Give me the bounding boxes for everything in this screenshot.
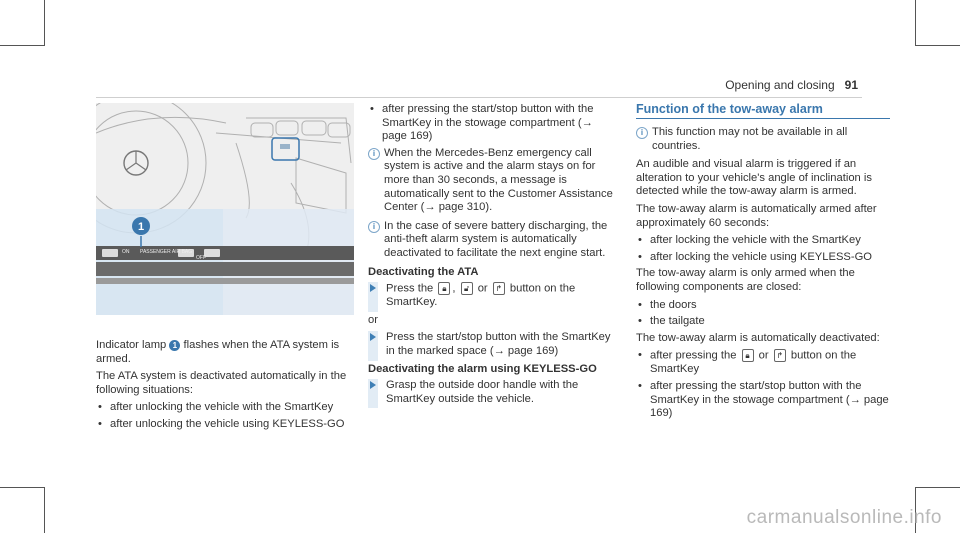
left-column [96,339,354,435]
list-item: • after unlocking the vehicle using KEYLESS-GO [96,418,354,432]
heading-deactivating-ata: Deactivating the ATA [368,265,479,278]
crop-mark [915,487,960,488]
arrow-icon [370,381,376,389]
list-item: • the tailgate [636,315,890,329]
panel-label-on: ON [122,249,130,255]
tailgate-icon: ↱ [493,282,505,295]
info-note: i When the Mercedes-Benz emergency call system is active and the alarm stays on for more than 30 seconds, a message is automatically sent to the Customer Assistance Center (→ page 310). [368,147,620,215]
info-note: i In the case of severe battery discharging, the anti-theft alarm system is automatically deactivated to facilitate the next engine start. [368,220,620,261]
or-separator: or [368,313,378,326]
crop-mark [915,0,916,46]
indicator-paragraph: Indicator lamp 1 flashes when the ATA system is armed. [96,339,340,365]
panel-label-off: OFF [196,255,206,261]
list-item: • after pressing the 🔒︎ or ↱ button on the SmartKey [636,349,890,377]
armed-paragraph: The tow-away alarm is automatically armed after approximately 60 seconds: [636,202,877,229]
unlock-icon: 🔓︎ [461,282,473,295]
crop-mark [0,487,45,488]
header-divider [96,97,862,98]
list-item: • after locking the vehicle with the SmartKey [636,234,890,248]
arrow-icon [370,333,376,341]
page-title: Opening and closing [725,78,835,92]
middle-column [368,103,620,410]
instruction-step: Grasp the outside door handle with the SmartKey outside the vehicle. [368,379,620,406]
instruction-step: Press the start/stop button with the SmartKey in the marked space (→ page 169) [368,331,620,358]
arrow-icon [370,284,376,292]
list-item: • after pressing the start/stop button with the SmartKey in the stowage compartment (→ page 169) [636,380,890,421]
info-icon: i [368,148,380,160]
section-divider [636,118,890,119]
panel-label-airbag: PASSENGER AIR BAG [140,249,193,255]
watermark: carmanualsonline.info [746,507,942,528]
lock-icon: 🔒︎ [438,282,450,295]
crop-mark [0,45,45,46]
page-number: 91 [844,78,858,92]
callout-number: 1 [137,221,145,233]
list-item: • the doors [636,299,890,313]
list-item: • after unlocking the vehicle with the SmartKey [96,401,354,415]
deactivation-paragraph: The ATA system is deactivated automatically in the following situations: [96,370,347,396]
dashboard-illustration [96,103,354,315]
section-title: Function of the tow-away alarm [636,102,823,116]
components-paragraph: The tow-away alarm is only armed when the following components are closed: [636,267,855,293]
right-column [636,126,890,424]
crop-mark [44,487,45,533]
instruction-step: Press the 🔒︎ , 🔓︎ or ↱ button on the SmartKey. [368,282,620,310]
alarm-paragraph: An audible and visual alarm is triggered if an alteration to your vehicle's angle of inclination is detected while the tow-away alarm is armed. [636,158,872,198]
info-icon: i [368,221,380,233]
crop-mark [44,0,45,46]
list-item: • after locking the vehicle using KEYLESS-GO [636,251,890,265]
lock-icon: 🔒︎ [742,349,754,362]
heading-deactivating-keyless: Deactivating the alarm using KEYLESS-GO [368,362,597,375]
info-icon: i [636,127,648,139]
page-header [725,78,858,92]
deactivated-paragraph: The tow-away alarm is automatically deactivated: [636,331,880,344]
list-item: • after pressing the start/stop button with the SmartKey in the stowage compartment (→ page 169) [368,103,620,144]
crop-mark [915,45,960,46]
tailgate-icon: ↱ [774,349,786,362]
callout-badge: 1 [169,340,180,351]
info-note: i This function may not be available in all countries. [636,126,890,153]
